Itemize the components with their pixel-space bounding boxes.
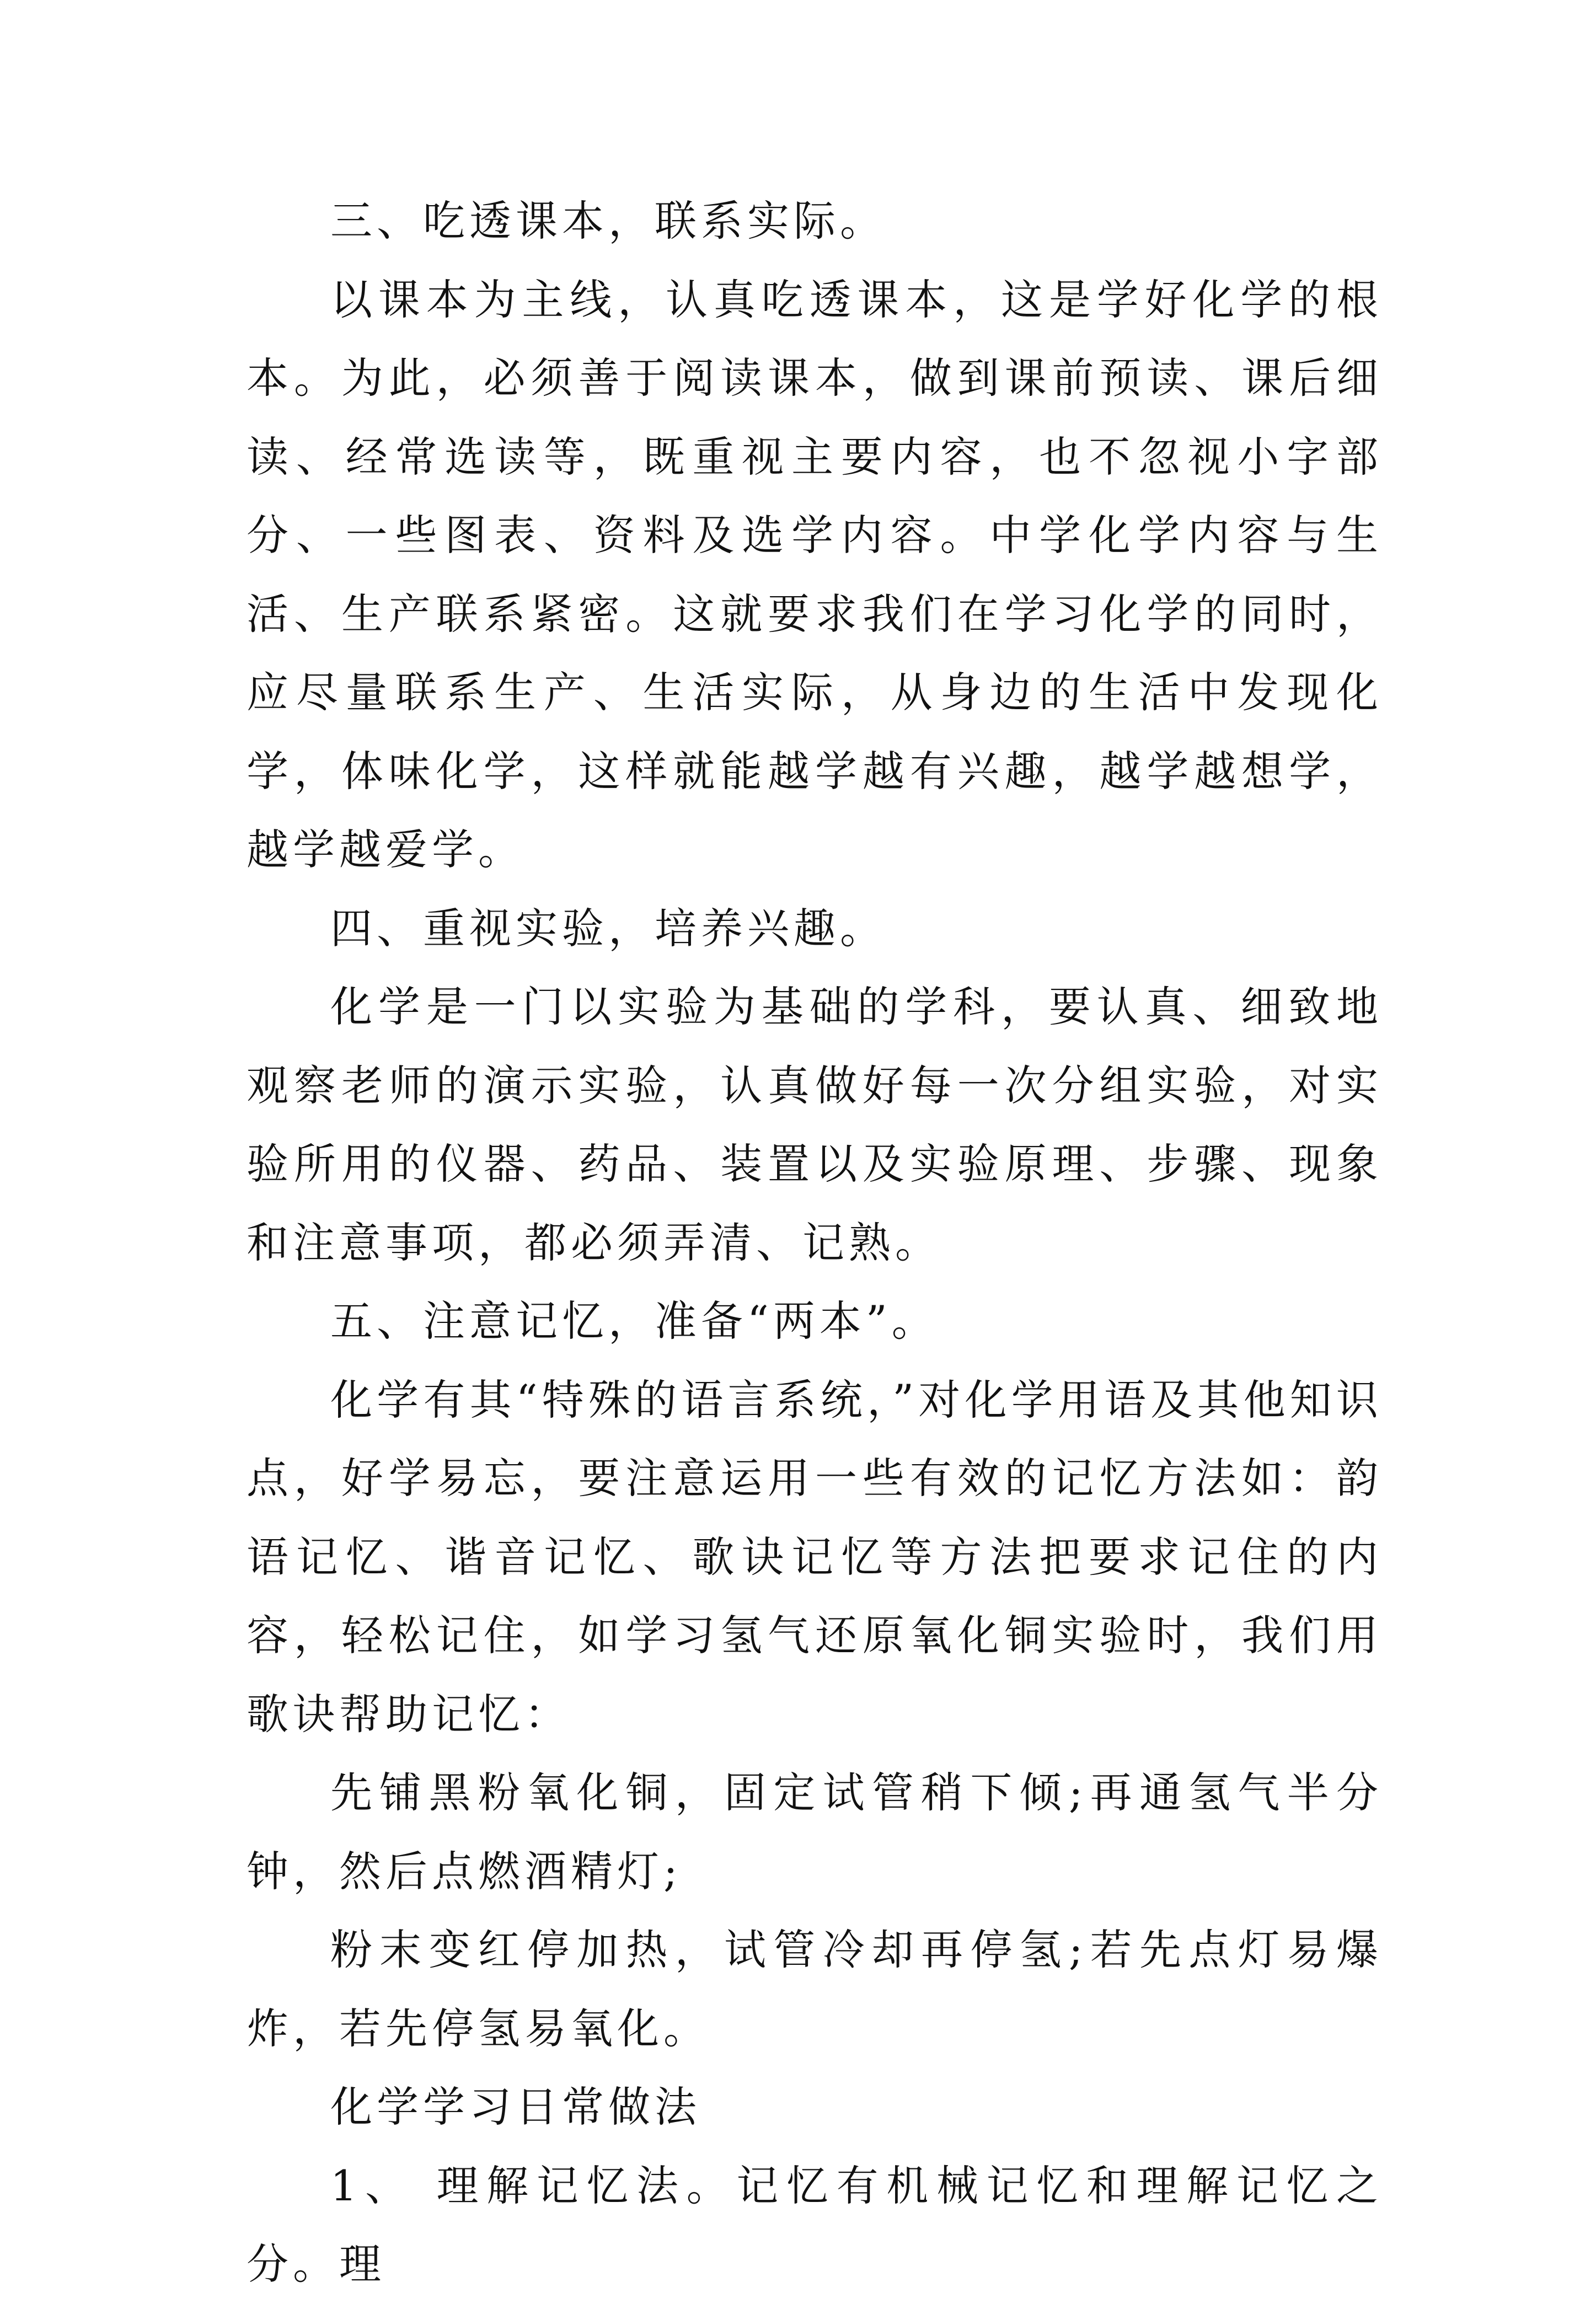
section-heading-5: 五、注意记忆，准备“两本”。 (330, 1296, 938, 1346)
subsection-heading: 化学学习日常做法 (330, 2082, 701, 2131)
body-paragraph: 化学是一门以实验为基础的学科，要认真、细致地观察老师的演示实验，认真做好每一次分组实验，对实验所用的仪器、药品、装置以及实验原理、步骤、现象和注意事项，都必须弄清、记熟。 (247, 982, 1383, 1267)
mnemonic-verse: 先铺黑粉氧化铜，固定试管稍下倾;再通氢气半分钟，然后点燃酒精灯; (247, 1768, 1383, 1896)
document-body (247, 182, 1383, 2304)
section-heading-3: 三、吃透课本，联系实际。 (330, 196, 886, 245)
body-paragraph: 以课本为主线，认真吃透课本，这是学好化学的根本。为此，必须善于阅读课本，做到课前预读、课后细读、经常选读等，既重视主要内容，也不忽视小字部分、一些图表、资料及选学内容。中学化学内容与生活、生产联系紧密。这就要求我们在学习化学的同时，应尽量联系生产、生活实际，从身边的生活中发现化学，体味化学，这样就能越学越有兴趣，越学越想学，越学越爱学。 (247, 275, 1383, 874)
numbered-item: 1、 理解记忆法。记忆有机械记忆和理解记忆之分。理 (247, 2161, 1383, 2289)
mnemonic-verse: 粉末变红停加热，试管冷却再停氢;若先点灯易爆炸，若先停氢易氧化。 (247, 1925, 1383, 2053)
body-paragraph: 化学有其“特殊的语言系统，”对化学用语及其他知识点，好学易忘，要注意运用一些有效的记忆方法如：韵语记忆、谐音记忆、歌诀记忆等方法把要求记住的内容，轻松记住，如学习氢气还原氧化铜实验时，我们用歌诀帮助记忆： (247, 1375, 1383, 1739)
section-heading-4: 四、重视实验，培养兴趣。 (330, 903, 886, 953)
